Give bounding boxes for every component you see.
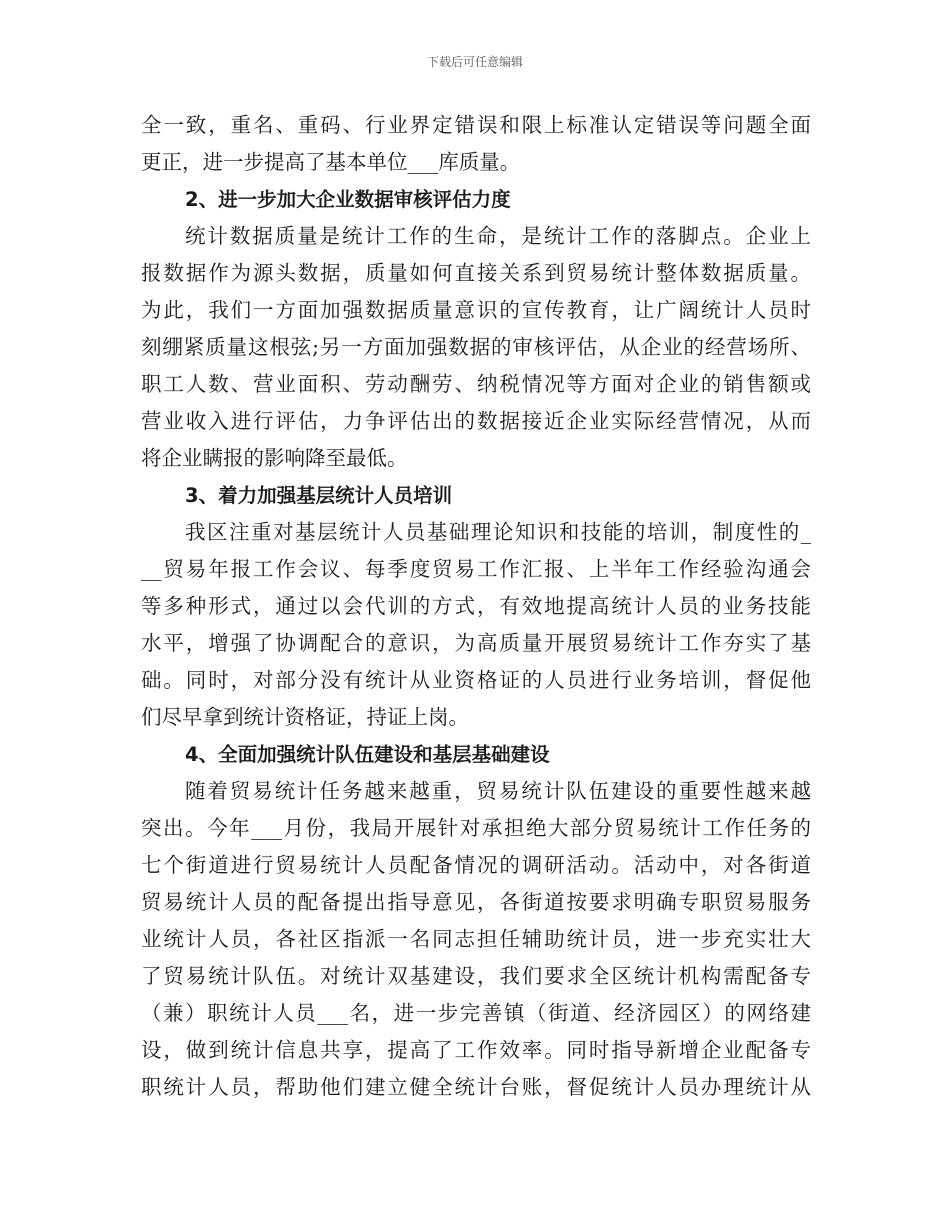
body-line: 等多种形式，通过以会代训的方式，有效地提高统计人员的业务技能 — [141, 594, 811, 618]
document-body — [141, 107, 811, 1106]
body-line: 报数据作为源头数据，质量如何直接关系到贸易统计整体数据质量。 — [141, 261, 811, 285]
page-header: 下载后可任意编辑 — [426, 55, 523, 69]
body-line: 七个街道进行贸易统计人员配备情况的调研活动。活动中，对各街道 — [141, 853, 811, 877]
body-line: 我区注重对基层统计人员基础理论知识和技能的培训，制度性的_ — [185, 520, 811, 544]
body-line: 统计数据质量是统计工作的生命，是统计工作的落脚点。企业上 — [185, 224, 811, 248]
body-line: 职统计人员，帮助他们建立健全统计台账，督促统计人员办理统计从 — [141, 1075, 811, 1099]
body-line: 设，做到统计信息共享，提高了工作效率。同时指导新增企业配备专 — [141, 1038, 811, 1062]
body-line: 随着贸易统计任务越来越重，贸易统计队伍建设的重要性越来越 — [185, 779, 811, 803]
body-line: （兼）职统计人员___名，进一步完善镇（街道、经济园区）的网络建 — [141, 1001, 811, 1025]
section-heading: 2、进一步加大企业数据审核评估力度 — [185, 188, 511, 211]
body-line: 更正，进一步提高了基本单位___库质量。 — [141, 150, 521, 174]
body-line: 业统计人员，各社区指派一名同志担任辅助统计员，进一步充实壮大 — [141, 927, 811, 951]
section-heading: 3、着力加强基层统计人员培训 — [185, 484, 453, 507]
body-line: 刻绷紧质量这根弦;另一方面加强数据的审核评估，从企业的经营场所、 — [141, 335, 811, 359]
body-line: 们尽早拿到统计资格证，持证上岗。 — [141, 705, 469, 729]
body-line: 贸易统计人员的配备提出指导意见，各街道按要求明确专职贸易服务 — [141, 890, 811, 914]
body-line: 为此，我们一方面加强数据质量意识的宣传教育，让广阔统计人员时 — [141, 298, 811, 322]
body-line: 础。同时，对部分没有统计从业资格证的人员进行业务培训，督促他 — [141, 668, 811, 692]
body-line: 了贸易统计队伍。对统计双基建设，我们要求全区统计机构需配备专 — [141, 964, 811, 988]
section-heading: 4、全面加强统计队伍建设和基层基础建设 — [185, 743, 550, 766]
body-line: 突出。今年___月份，我局开展针对承担绝大部分贸易统计工作任务的 — [141, 816, 811, 840]
body-line: 水平，增强了协调配合的意识，为高质量开展贸易统计工作夯实了基 — [141, 631, 811, 655]
body-line: 全一致，重名、重码、行业界定错误和限上标准认定错误等问题全面 — [141, 113, 811, 137]
body-line: __贸易年报工作会议、每季度贸易工作汇报、上半年工作经验沟通会 — [141, 557, 811, 581]
body-line: 职工人数、营业面积、劳动酬劳、纳税情况等方面对企业的销售额或 — [141, 372, 811, 396]
body-line: 将企业瞒报的影响降至最低。 — [141, 446, 408, 470]
body-line: 营业收入进行评估，力争评估出的数据接近企业实际经营情况，从而 — [141, 409, 811, 433]
